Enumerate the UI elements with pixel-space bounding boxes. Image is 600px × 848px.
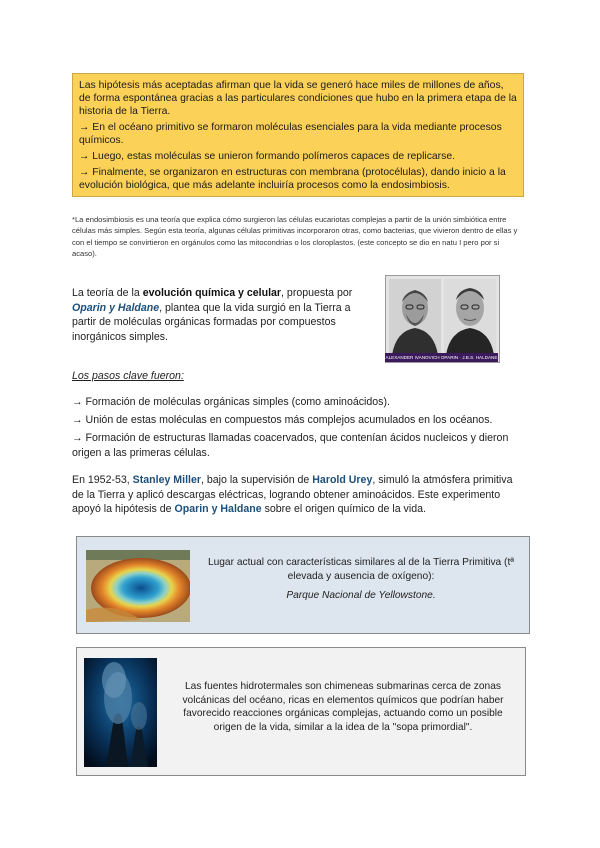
yellowstone-text <box>200 556 522 609</box>
intro-point: → Luego, estas moléculas se unieron formando polímeros capaces de replicarse. <box>79 151 455 163</box>
photo-caption: ALEXANDER IVANOVICH OPARIN · J.B.S. HALDANE <box>385 355 498 360</box>
theory-keyword: evolución química y celular <box>142 287 282 299</box>
step-item: → Formación de estructuras llamadas coacervados, que contenían ácidos nucleicos y dieron origen a las primeras células. <box>72 432 509 459</box>
miller-text: sobre el origen químico de la vida. <box>261 503 426 515</box>
miller-text: En 1952-53, <box>72 474 133 486</box>
intro-paragraph: Las hipótesis más aceptadas afirman que la vida se generó hace miles de millones de años, de forma espontánea gracias a las particulares condiciones que hubo en la primera etapa de la historia de la Tierra. <box>79 80 517 118</box>
theory-text: , plantea que la vida surgió en la Tierra a partir de moléculas orgánicas formadas por compuestos inorgánicos simples. <box>72 301 351 343</box>
yellowstone-description: Lugar actual con características similares al de la Tierra Primitiva (tª elevada y ausencia de oxígeno): <box>207 557 515 582</box>
scientist-name: Stanley Miller <box>132 474 201 486</box>
endosymbiosis-footnote <box>72 214 524 259</box>
theory-paragraph <box>72 286 362 344</box>
miller-text: , bajo la supervisión de <box>200 474 313 486</box>
footnote-text: *La endosimbiosis es una teoría que explica cómo surgieron las células eucariotas complejas a partir de la unión simbiótica entre células más simples. Según esta teoría, algunas células primitivas incorporaron otras, como bacterias, que vivieron dentro de ellas y con el tiempo se convirtieron en orgánulos como las mitocondrias o los cloroplastos. (este concepto se dio en natu I pero por si acaso). <box>72 215 518 258</box>
miller-paragraph <box>72 473 524 517</box>
scientist-name: Harold Urey <box>312 474 373 486</box>
vents-description: Las fuentes hidrotermales son chimeneas submarinas cerca de zonas volcánicas del océano, ricas en elementos químicos que podrían haber favorecido reacciones orgánicas complejas, actuando como un posible origen de la vida, similar a la idea de la "sopa primordial". <box>182 681 504 733</box>
intro-box <box>72 73 524 197</box>
steps-title: Los pasos clave fueron: <box>72 370 184 382</box>
step-item: → Formación de moléculas orgánicas simples (como aminoácidos). <box>72 396 390 408</box>
intro-point: → En el océano primitivo se formaron moléculas esenciales para la vida mediante procesos químicos. <box>79 122 502 147</box>
theory-authors: Oparin y Haldane <box>72 301 160 314</box>
miller-text: , simuló la atmósfera primitiva de la Tierra y aplicó descargas eléctricas, logrando obtener aminoácidos. Este experimento apoyó la hipótesis de <box>72 474 513 515</box>
hydrothermal-vent-image <box>84 658 157 767</box>
step-item: → Unión de estas moléculas en compuestos más complejos acumulados en los océanos. <box>72 414 493 426</box>
theory-text: La teoría de la <box>72 287 143 299</box>
yellowstone-place: Parque Nacional de Yellowstone. <box>286 590 436 601</box>
steps-list <box>72 395 524 464</box>
oparin-haldane-photo <box>385 275 500 363</box>
scientist-name: Oparin y Haldane <box>174 503 262 515</box>
theory-text: , propuesta por <box>281 287 353 299</box>
intro-point: → Finalmente, se organizaron en estructuras con membrana (protocélulas), dando inicio a la evolución biológica, que más adelante incluiría procesos como la endosimbiosis. <box>79 166 506 191</box>
yellowstone-spring-image <box>86 550 190 622</box>
vents-text <box>168 680 518 734</box>
